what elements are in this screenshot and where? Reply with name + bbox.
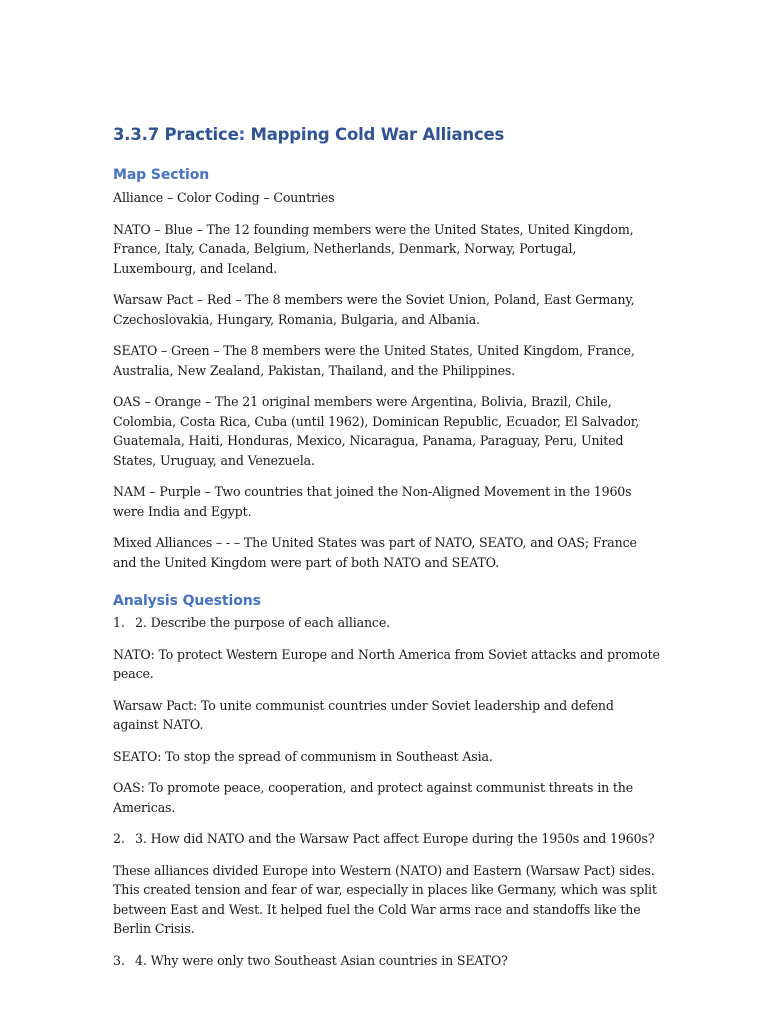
answer-seato: SEATO: To stop the spread of communism in Southeast Asia. (113, 748, 493, 764)
question-number: 1. (113, 615, 125, 630)
map-key-line: Alliance – Color Coding – Countries (113, 190, 335, 205)
question-3 (113, 951, 661, 971)
question-number: 3. (113, 952, 125, 968)
mixed-alliances-entry: Mixed Alliances – - – The United States was part of NATO, SEATO, and OAS; France and the United Kingdom were part of both NATO and SEATO. (113, 535, 637, 570)
oas-entry: OAS – Orange – The 21 original members were Argentina, Bolivia, Brazil, Chile, Colombia, Costa Rica, Cuba (until 1962), Dominican Republic, Ecuador, El Salvador, Guatemala, Haiti, Honduras, Mexico, Nicaragua, Panama, Paraguay, Peru, United States, Uruguay, and Venezuela. (113, 394, 640, 468)
seato-entry: SEATO – Green – The 8 members were the United States, United Kingdom, France, Australia, New Zealand, Pakistan, Thailand, and the Philippines. (113, 343, 635, 378)
nam-entry: NAM – Purple – Two countries that joined the Non-Aligned Movement in the 1960s were India and Egypt. (113, 484, 632, 519)
question-text: 4. Why were only two Southeast Asian countries in SEATO? (135, 952, 508, 968)
question-text: 2. Describe the purpose of each alliance. (135, 615, 390, 630)
answer-oas: OAS: To promote peace, cooperation, and protect against communist threats in the Americas. (113, 780, 634, 815)
warsaw-pact-entry: Warsaw Pact – Red – The 8 members were the Soviet Union, Poland, East Germany, Czechoslovakia, Hungary, Romania, Bulgaria, and Albania. (113, 292, 635, 327)
answer-europe-effect: These alliances divided Europe into Western (NATO) and Eastern (Warsaw Pact) sides. This created tension and fear of war, especially in places like Germany, which was split between East and West. It helped fuel the Cold War arms race and standoffs like the Berlin Crisis. (113, 862, 657, 936)
question-number: 2. (113, 831, 125, 846)
document-body (113, 124, 661, 982)
analysis-questions-heading: Analysis Questions (113, 593, 261, 609)
question-1 (113, 613, 661, 633)
page-title: 3.3.7 Practice: Mapping Cold War Alliances (113, 125, 505, 144)
question-2 (113, 829, 661, 849)
question-text: 3. How did NATO and the Warsaw Pact affect Europe during the 1950s and 1960s? (135, 831, 655, 846)
answer-warsaw-pact: Warsaw Pact: To unite communist countries under Soviet leadership and defend against NATO. (113, 697, 614, 732)
nato-entry: NATO – Blue – The 12 founding members were the United States, United Kingdom, France, Italy, Canada, Belgium, Netherlands, Denmark, Norway, Portugal, Luxembourg, and Iceland. (113, 221, 634, 276)
answer-nato: NATO: To protect Western Europe and North America from Soviet attacks and promote peace. (113, 646, 660, 681)
map-section-heading: Map Section (113, 167, 210, 183)
